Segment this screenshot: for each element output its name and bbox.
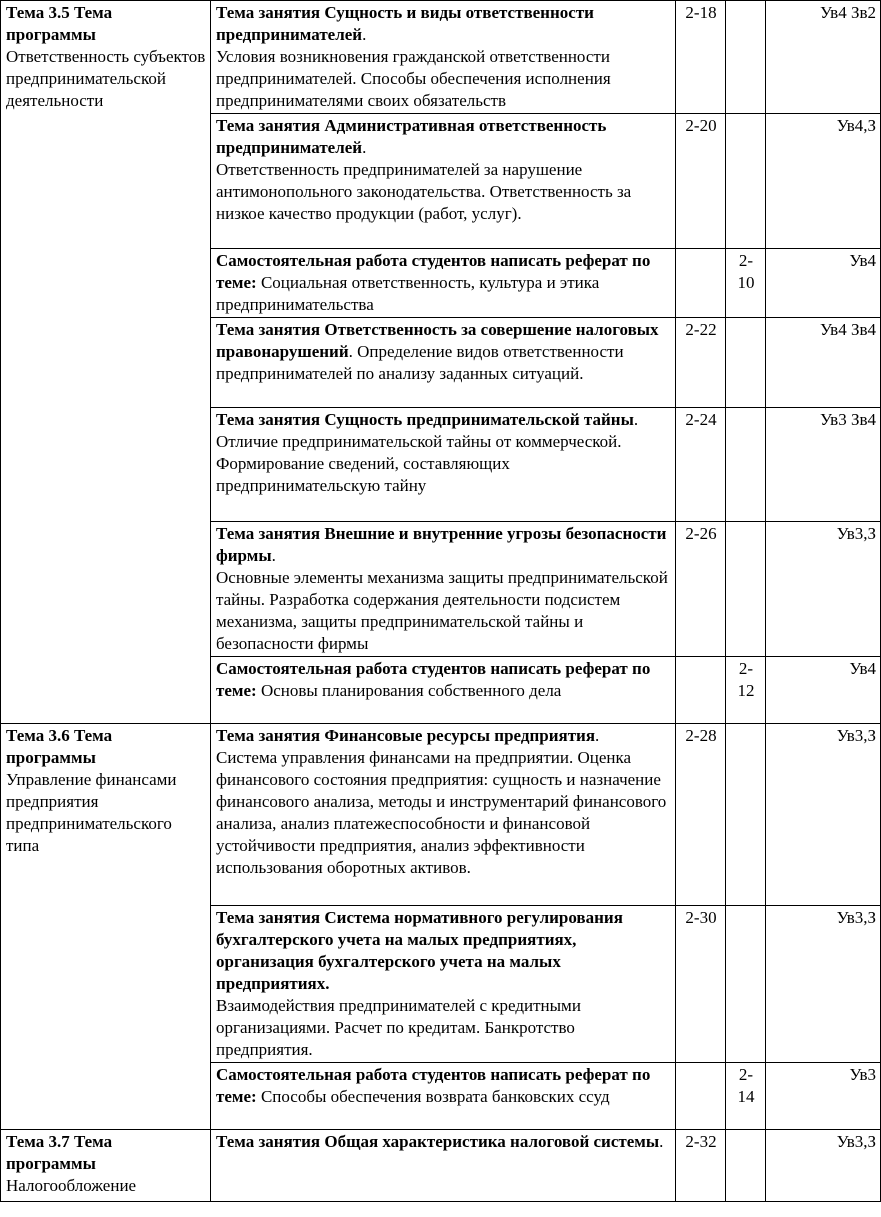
lesson-heading-tail: . Определение видов ответственности предпринимателей по анализу заданных ситуаций. [216,342,624,383]
hours-self-study [726,1130,766,1202]
competence-codes: Ув3,З [766,724,881,906]
hours-self-study [726,1,766,114]
hours-self-study: 2-14 [726,1063,766,1130]
lesson-heading: Тема занятия Сущность и виды ответственности предпринимателей [216,3,594,44]
lesson-heading: Самостоятельная работа студентов написать реферат по теме: [216,251,651,292]
hours-classroom: 2-32 [676,1130,726,1202]
lesson-heading: Тема занятия Сущность предпринимательской тайны [216,410,634,429]
lesson-cell [211,724,676,906]
lesson-cell [211,114,676,249]
hours-classroom: 2-28 [676,724,726,906]
lesson-heading: Тема занятия Финансовые ресурсы предприятия [216,726,596,745]
topic-title: Управление финансами предприятия предпринимательского типа [6,770,177,855]
hours-self-study: 2-12 [726,657,766,724]
hours-classroom [676,1063,726,1130]
lesson-heading: Самостоятельная работа студентов написать реферат по теме: [216,1065,651,1106]
competence-codes: Ув3 [766,1063,881,1130]
lesson-heading-tail: . [595,726,600,745]
topic-title: Налогообложение [6,1176,137,1195]
topic-heading: Тема 3.5 Тема программы [6,3,113,44]
hours-classroom: 2-18 [676,1,726,114]
competence-codes: Ув3,З [766,522,881,657]
hours-self-study [726,318,766,408]
lesson-heading: Тема занятия Внешние и внутренние угрозы безопасности фирмы [216,524,667,565]
lesson-description: Взаимодействия предпринимателей с кредитными организациями. Расчет по кредитам. Банкротство предприятия. [216,996,581,1059]
lesson-heading-tail: Основы планирования собственного дела [256,681,562,700]
topic-cell [1,724,211,1130]
lesson-description: Условия возникновения гражданской ответственности предпринимателей. Способы обеспечения исполнения предпринимателями своих обязательств [216,47,611,110]
lesson-heading: Тема занятия Административная ответственность предпринимателей [216,116,607,157]
lesson-heading: Самостоятельная работа студентов написать реферат по теме: [216,659,651,700]
hours-classroom [676,657,726,724]
lesson-heading: Тема занятия Общая характеристика налоговой системы [216,1132,660,1151]
lesson-description: Основные элементы механизма защиты предпринимательской тайны. Разработка содержания деятельности подсистем механизма, защиты предпринимательской тайны и безопасности фирмы [216,568,668,653]
hours-self-study [726,724,766,906]
lesson-cell [211,1063,676,1130]
lesson-cell [211,522,676,657]
competence-codes: Ув4 Зв2 [766,1,881,114]
competence-codes: Ув3,З [766,906,881,1063]
competence-codes: Ув4,З [766,114,881,249]
hours-self-study [726,522,766,657]
hours-classroom [676,249,726,318]
lesson-cell [211,1130,676,1202]
topic-cell [1,1,211,724]
lesson-heading: Тема занятия Система нормативного регулирования бухгалтерского учета на малых предприятиях, организация бухгалтерского учета на малых предприятиях. [216,908,623,993]
topic-heading: Тема 3.6 Тема программы [6,726,113,767]
competence-codes: Ув3 Зв4 [766,408,881,522]
competence-codes: Ув4 Зв4 [766,318,881,408]
lesson-heading-tail: . [659,1132,664,1151]
hours-self-study [726,906,766,1063]
lesson-heading: Тема занятия Ответственность за совершение налоговых правонарушений [216,320,659,361]
hours-classroom: 2-24 [676,408,726,522]
lesson-cell [211,249,676,318]
competence-codes: Ув3,З [766,1130,881,1202]
lesson-description: Ответственность предпринимателей за нарушение антимонопольного законодательства. Ответственность за низкое качество продукции (работ, услуг). [216,160,632,223]
topic-heading: Тема 3.7 Тема программы [6,1132,113,1173]
lesson-heading-tail: . [362,25,367,44]
hours-classroom: 2-30 [676,906,726,1063]
lesson-cell [211,657,676,724]
lesson-description: Система управления финансами на предприятии. Оценка финансового состояния предприятия: сущность и назначение финансового анализа, методы и инструментарий финансового анализа, анализ платежеспособности и финансовой устойчивости предприятия, анализ эффективности использования оборотных активов. [216,748,667,877]
lesson-description: Отличие предпринимательской тайны от коммерческой. Формирование сведений, составляющих предпринимательскую тайну [216,432,622,495]
lesson-heading-tail: . [271,546,276,565]
lesson-cell [211,1,676,114]
lesson-heading-tail: . [633,410,639,429]
hours-self-study [726,408,766,522]
competence-codes: Ув4 [766,249,881,318]
hours-classroom: 2-20 [676,114,726,249]
table-row [1,1,881,114]
lesson-cell [211,318,676,408]
topic-title: Ответственность субъектов предпринимательской деятельности [6,47,206,110]
hours-classroom: 2-26 [676,522,726,657]
table-row [1,724,881,906]
lesson-heading-tail: . [362,138,367,157]
lesson-cell [211,906,676,1063]
lesson-heading-tail: Способы обеспечения возврата банковских ссуд [256,1087,610,1106]
hours-self-study: 2-10 [726,249,766,318]
topic-cell [1,1130,211,1202]
hours-classroom: 2-22 [676,318,726,408]
competence-codes: Ув4 [766,657,881,724]
lesson-heading-tail: Социальная ответственность, культура и этика предпринимательства [216,273,600,314]
lesson-cell [211,408,676,522]
table-row [1,1130,881,1202]
hours-self-study [726,114,766,249]
